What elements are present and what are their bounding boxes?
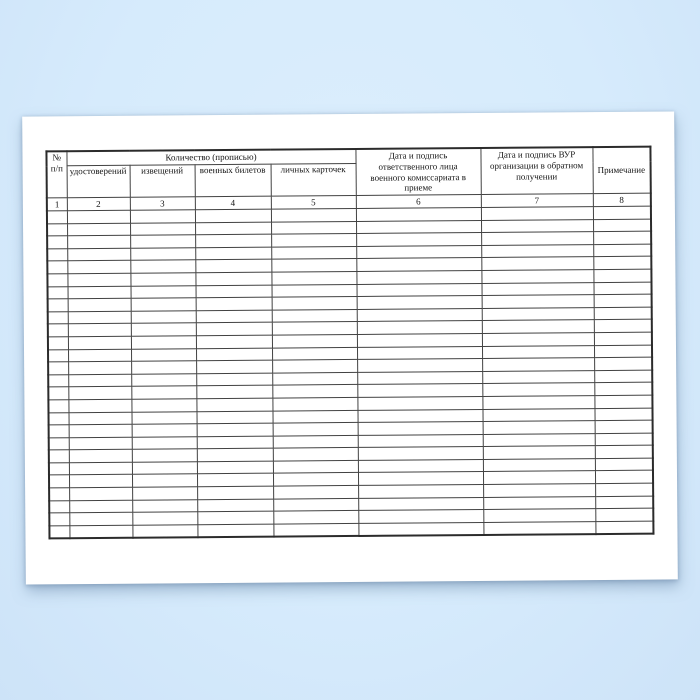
empty-cell bbox=[196, 411, 272, 424]
empty-cell bbox=[593, 269, 651, 282]
empty-cell bbox=[67, 210, 130, 223]
empty-cell bbox=[271, 234, 356, 247]
empty-cell bbox=[48, 299, 68, 312]
empty-cell bbox=[272, 397, 357, 410]
empty-cell bbox=[273, 511, 358, 524]
empty-cell bbox=[131, 323, 196, 336]
empty-cell bbox=[195, 259, 271, 272]
empty-cell bbox=[130, 235, 195, 248]
empty-cell bbox=[47, 211, 67, 224]
empty-cell bbox=[130, 210, 195, 223]
empty-cell bbox=[482, 320, 594, 333]
empty-cell bbox=[49, 475, 69, 488]
empty-cell bbox=[483, 471, 595, 484]
column-number: 5 bbox=[271, 195, 356, 209]
empty-cell bbox=[595, 496, 653, 509]
empty-cell bbox=[481, 282, 593, 295]
empty-cell bbox=[69, 525, 132, 538]
empty-cell bbox=[49, 425, 69, 438]
empty-cell bbox=[196, 385, 272, 398]
empty-cell bbox=[195, 247, 271, 260]
column-number: 8 bbox=[593, 193, 651, 206]
column-header-certificates: удостоверений bbox=[67, 165, 130, 197]
empty-cell bbox=[48, 374, 68, 387]
empty-cell bbox=[483, 433, 595, 446]
empty-cell bbox=[48, 349, 68, 362]
empty-cell bbox=[197, 448, 273, 461]
document-page bbox=[22, 111, 678, 584]
empty-cell bbox=[357, 396, 482, 410]
empty-cell bbox=[47, 223, 67, 236]
empty-cell bbox=[593, 257, 651, 270]
empty-cell bbox=[594, 307, 652, 320]
empty-cell bbox=[358, 485, 483, 499]
empty-cell bbox=[358, 447, 483, 461]
column-group-quantity: Количество (прописью) bbox=[66, 149, 355, 166]
empty-cell bbox=[196, 373, 272, 386]
empty-cell bbox=[196, 322, 272, 335]
empty-cell bbox=[358, 510, 483, 524]
empty-cell bbox=[49, 488, 69, 501]
empty-cell bbox=[68, 336, 131, 349]
empty-cell bbox=[271, 208, 356, 221]
empty-cell bbox=[196, 335, 272, 348]
empty-cell bbox=[481, 232, 593, 245]
empty-cell bbox=[356, 283, 481, 297]
empty-cell bbox=[196, 360, 272, 373]
empty-cell bbox=[69, 475, 132, 488]
empty-cell bbox=[132, 424, 197, 437]
empty-cell bbox=[482, 408, 594, 421]
empty-cell bbox=[595, 420, 653, 433]
empty-cell bbox=[131, 336, 196, 349]
empty-cell bbox=[595, 508, 653, 521]
empty-cell bbox=[481, 270, 593, 283]
empty-cell bbox=[593, 244, 651, 257]
empty-cell bbox=[594, 395, 652, 408]
empty-cell bbox=[69, 512, 132, 525]
empty-cell bbox=[356, 270, 481, 284]
column-header-note: Примечание bbox=[592, 147, 650, 194]
table-header bbox=[46, 147, 650, 211]
column-number: 2 bbox=[67, 197, 130, 210]
empty-cell bbox=[273, 423, 358, 436]
empty-cell bbox=[132, 487, 197, 500]
empty-cell bbox=[49, 463, 69, 476]
empty-cell bbox=[358, 522, 483, 536]
empty-cell bbox=[197, 461, 273, 474]
empty-cell bbox=[483, 496, 595, 509]
empty-cell bbox=[481, 207, 593, 220]
column-header-military-tickets: военных билетов bbox=[195, 164, 271, 197]
empty-cell bbox=[68, 324, 131, 337]
empty-cell bbox=[196, 348, 272, 361]
empty-cell bbox=[132, 512, 197, 525]
empty-cell bbox=[357, 333, 482, 347]
empty-cell bbox=[482, 295, 594, 308]
empty-cell bbox=[197, 474, 273, 487]
empty-cell bbox=[594, 408, 652, 421]
empty-cell bbox=[197, 423, 273, 436]
empty-cell bbox=[47, 274, 67, 287]
empty-cell bbox=[132, 449, 197, 462]
empty-cell bbox=[130, 273, 195, 286]
empty-cell bbox=[131, 310, 196, 323]
empty-cell bbox=[132, 474, 197, 487]
empty-cell bbox=[483, 509, 595, 522]
empty-cell bbox=[68, 361, 131, 374]
empty-cell bbox=[197, 511, 273, 524]
empty-cell bbox=[594, 382, 652, 395]
empty-cell bbox=[272, 360, 357, 373]
empty-cell bbox=[483, 421, 595, 434]
empty-cell bbox=[272, 347, 357, 360]
empty-cell bbox=[481, 219, 593, 232]
empty-cell bbox=[271, 271, 356, 284]
empty-cell bbox=[356, 258, 481, 272]
empty-cell bbox=[67, 248, 130, 261]
empty-cell bbox=[130, 247, 195, 260]
empty-cell bbox=[358, 472, 483, 486]
column-number: 6 bbox=[356, 194, 481, 208]
empty-cell bbox=[595, 445, 653, 458]
empty-cell bbox=[273, 448, 358, 461]
empty-cell bbox=[356, 245, 481, 259]
empty-cell bbox=[272, 309, 357, 322]
empty-cell bbox=[131, 411, 196, 424]
empty-cell bbox=[482, 307, 594, 320]
empty-cell bbox=[196, 285, 272, 298]
empty-cell bbox=[195, 209, 271, 222]
empty-cell bbox=[357, 296, 482, 310]
empty-cell bbox=[357, 308, 482, 322]
empty-cell bbox=[483, 484, 595, 497]
empty-cell bbox=[594, 294, 652, 307]
column-header-notices: извещений bbox=[130, 165, 195, 198]
empty-cell bbox=[273, 435, 358, 448]
empty-cell bbox=[68, 387, 131, 400]
empty-cell bbox=[197, 499, 273, 512]
empty-cell bbox=[271, 246, 356, 259]
empty-cell bbox=[594, 319, 652, 332]
empty-cell bbox=[272, 297, 357, 310]
empty-cell bbox=[47, 261, 67, 274]
table-body bbox=[47, 206, 654, 538]
empty-cell bbox=[595, 471, 653, 484]
empty-cell bbox=[49, 500, 69, 513]
empty-cell bbox=[69, 424, 132, 437]
empty-cell bbox=[595, 433, 653, 446]
empty-cell bbox=[483, 446, 595, 459]
empty-cell bbox=[482, 370, 594, 383]
column-header-date-commissariat: Дата и подпись ответственного лица военного комиссариата в приеме bbox=[355, 148, 480, 195]
column-number: 4 bbox=[195, 196, 271, 210]
empty-cell bbox=[131, 285, 196, 298]
empty-cell bbox=[483, 458, 595, 471]
empty-cell bbox=[358, 422, 483, 436]
empty-cell bbox=[68, 311, 131, 324]
column-number: 1 bbox=[47, 198, 67, 211]
empty-cell bbox=[356, 207, 481, 221]
empty-cell bbox=[49, 437, 69, 450]
empty-cell bbox=[196, 398, 272, 411]
empty-cell bbox=[68, 399, 131, 412]
empty-cell bbox=[195, 234, 271, 247]
empty-cell bbox=[67, 235, 130, 248]
empty-cell bbox=[131, 298, 196, 311]
empty-cell bbox=[196, 297, 272, 310]
empty-cell bbox=[482, 395, 594, 408]
empty-cell bbox=[482, 333, 594, 346]
empty-cell bbox=[68, 298, 131, 311]
empty-cell bbox=[357, 384, 482, 398]
empty-cell bbox=[273, 486, 358, 499]
empty-cell bbox=[67, 223, 130, 236]
column-header-row-number: № п/п bbox=[46, 151, 66, 198]
empty-cell bbox=[196, 310, 272, 323]
empty-cell bbox=[49, 513, 69, 526]
register-table bbox=[45, 146, 654, 540]
empty-cell bbox=[271, 259, 356, 272]
empty-cell bbox=[195, 222, 271, 235]
empty-cell bbox=[132, 462, 197, 475]
empty-cell bbox=[130, 222, 195, 235]
empty-cell bbox=[48, 337, 68, 350]
empty-cell bbox=[595, 521, 653, 534]
empty-cell bbox=[131, 348, 196, 361]
empty-cell bbox=[132, 525, 197, 538]
empty-cell bbox=[132, 436, 197, 449]
empty-cell bbox=[48, 400, 68, 413]
empty-cell bbox=[594, 370, 652, 383]
empty-cell bbox=[48, 362, 68, 375]
empty-cell bbox=[595, 458, 653, 471]
empty-cell bbox=[48, 412, 68, 425]
empty-cell bbox=[131, 399, 196, 412]
column-header-date-vur: Дата и подпись ВУР организации в обратном получении bbox=[480, 147, 592, 194]
empty-cell bbox=[49, 526, 69, 539]
empty-cell bbox=[482, 383, 594, 396]
empty-cell bbox=[130, 260, 195, 273]
empty-cell bbox=[357, 371, 482, 385]
empty-cell bbox=[68, 412, 131, 425]
empty-cell bbox=[594, 332, 652, 345]
empty-cell bbox=[69, 500, 132, 513]
empty-cell bbox=[47, 248, 67, 261]
column-header-personal-cards: личных карточек bbox=[271, 163, 356, 196]
empty-cell bbox=[69, 437, 132, 450]
empty-cell bbox=[197, 524, 273, 537]
empty-cell bbox=[482, 358, 594, 371]
empty-cell bbox=[595, 483, 653, 496]
empty-cell bbox=[272, 322, 357, 335]
empty-cell bbox=[357, 359, 482, 373]
empty-cell bbox=[197, 436, 273, 449]
empty-cell bbox=[593, 231, 651, 244]
empty-cell bbox=[593, 219, 651, 232]
empty-cell bbox=[273, 498, 358, 511]
empty-cell bbox=[356, 220, 481, 234]
empty-cell bbox=[593, 206, 651, 219]
empty-cell bbox=[273, 473, 358, 486]
empty-cell bbox=[131, 373, 196, 386]
empty-cell bbox=[272, 372, 357, 385]
empty-cell bbox=[272, 385, 357, 398]
empty-cell bbox=[482, 345, 594, 358]
empty-cell bbox=[48, 324, 68, 337]
empty-cell bbox=[357, 346, 482, 360]
empty-cell bbox=[48, 387, 68, 400]
empty-cell bbox=[593, 282, 651, 295]
empty-cell bbox=[272, 410, 357, 423]
empty-cell bbox=[272, 334, 357, 347]
empty-cell bbox=[483, 521, 595, 534]
empty-cell bbox=[132, 499, 197, 512]
empty-cell bbox=[481, 244, 593, 257]
empty-cell bbox=[69, 487, 132, 500]
empty-cell bbox=[69, 462, 132, 475]
empty-cell bbox=[67, 273, 130, 286]
empty-cell bbox=[131, 361, 196, 374]
empty-cell bbox=[69, 449, 132, 462]
empty-cell bbox=[195, 272, 271, 285]
empty-cell bbox=[131, 386, 196, 399]
empty-cell bbox=[356, 233, 481, 247]
empty-cell bbox=[271, 221, 356, 234]
empty-cell bbox=[197, 486, 273, 499]
column-number: 7 bbox=[481, 194, 593, 208]
empty-cell bbox=[68, 349, 131, 362]
empty-cell bbox=[67, 261, 130, 274]
empty-cell bbox=[358, 434, 483, 448]
empty-cell bbox=[594, 345, 652, 358]
empty-cell bbox=[48, 311, 68, 324]
empty-cell bbox=[358, 497, 483, 511]
empty-cell bbox=[481, 257, 593, 270]
empty-cell bbox=[273, 523, 358, 536]
empty-cell bbox=[357, 321, 482, 335]
empty-cell bbox=[47, 236, 67, 249]
column-number: 3 bbox=[130, 197, 195, 211]
empty-cell bbox=[49, 450, 69, 463]
empty-cell bbox=[68, 374, 131, 387]
empty-cell bbox=[272, 284, 357, 297]
empty-cell bbox=[48, 286, 68, 299]
empty-cell bbox=[358, 459, 483, 473]
empty-cell bbox=[273, 460, 358, 473]
empty-cell bbox=[357, 409, 482, 423]
empty-cell bbox=[68, 286, 131, 299]
empty-cell bbox=[594, 357, 652, 370]
